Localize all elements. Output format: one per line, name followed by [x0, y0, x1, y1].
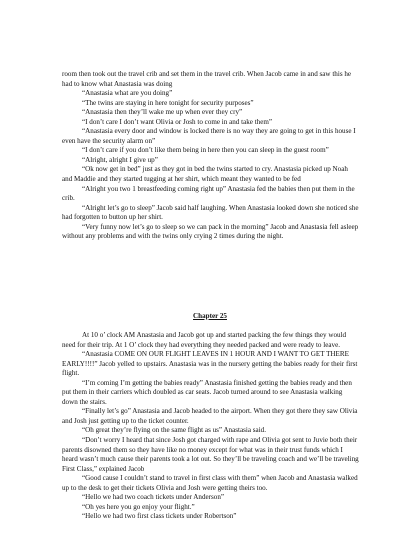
paragraph: At 10 o’ clock AM Anastasia and Jacob got up and started packing the few things they would need for their trip. At 1 O’ clock they had everything they needed packed and were ready to leave.	[62, 331, 347, 349]
paragraph: “I don’t care if you don’t like them being in here then you can sleep in the guest room”	[82, 146, 329, 155]
paragraph: “I don’t care I don’t want Olivia or Josh to come in and take them”	[82, 117, 273, 126]
paragraph: “I’m coming I’m getting the babies ready” Anastasia finished getting the babies ready and then put them in their carriers which doubled as car seats. Jacob turned around to see Anastasia walking down the stairs.	[62, 378, 352, 406]
paragraph: “Finally let’s go” Anastasia and Jacob headed to the airport. When they got there they saw Olivia and Josh just getting up to the ticket counter.	[62, 407, 358, 425]
paragraph: “Ok now get in bed” just as they got in bed the twins started to cry. Anastasia picked up Noah and Maddie and they started tugging at her shirt, which meant they wanted to be fed	[62, 165, 348, 184]
chapter-heading: Chapter 25	[193, 312, 227, 320]
paragraph: “Good cause I couldn’t stand to travel in first class with them” when Jacob and Anastasia walked up to the desk to get their tickets Olivia and Josh were getting theirs too.	[62, 474, 358, 492]
paragraph: “Alright you two 1 breastfeeding coming right up” Anastasia fed the babies then put them in the crib.	[62, 184, 355, 203]
paragraph: “Anastasia every door and window is locked there is no way they are going to get in this house I even have the security alarm on”	[62, 127, 356, 145]
paragraph: “Hello we had two first class tickets under Robertson”	[82, 512, 237, 521]
paragraph: “Very funny now let’s go to sleep so we can pack in the morning” Jacob and Anastasia fell asleep without any problems and with the twins only crying 2 times during the night.	[62, 222, 359, 241]
paragraph: “Anastasia what are you doing”	[82, 89, 173, 98]
chapter-24-ending	[62, 70, 359, 242]
paragraph: room then took out the travel crib and set them in the travel crib. When Jacob came in and saw this he had to know what Anastasia was doing	[62, 70, 352, 88]
paragraph: “Hello we had two coach tickets under Anderson”	[82, 493, 225, 502]
paragraph: “Anastasia COME ON OUR FLIGHT LEAVES IN 1 HOUR AND I WANT TO GET THERE EARLY!!!!” Jacob yelled to upstairs. Anastasia was in the nursery getting the babies ready for their first flight.	[62, 350, 358, 378]
chapter-25-body	[62, 331, 359, 522]
paragraph: “The twins are staying in here tonight for security purposes”	[82, 98, 254, 107]
paragraph: “Don’t worry I heard that since Josh got charged with rape and Olivia got sent to Juvie both their parents disowned them so they have like no money except for what was in their trust funds which I heard wasn’t much cause their parents took a lot out. So they’ll be traveling coach and we’ll be traveling First Class,” explained Jacob	[62, 436, 359, 473]
paragraph: “Oh yes here you go enjoy your flight.”	[82, 502, 195, 511]
paragraph: “Alright let’s go to sleep” Jacob said half laughing. When Anastasia looked down she noticed she had forgotten to button up her shirt.	[62, 203, 359, 222]
paragraph: “Anastasia then they’ll wake me up when ever they cry”	[82, 108, 243, 117]
paragraph: “Oh great they’re flying on the same flight as us” Anastasia said.	[82, 426, 266, 435]
paragraph: “Alright, alright I give up”	[82, 155, 158, 164]
